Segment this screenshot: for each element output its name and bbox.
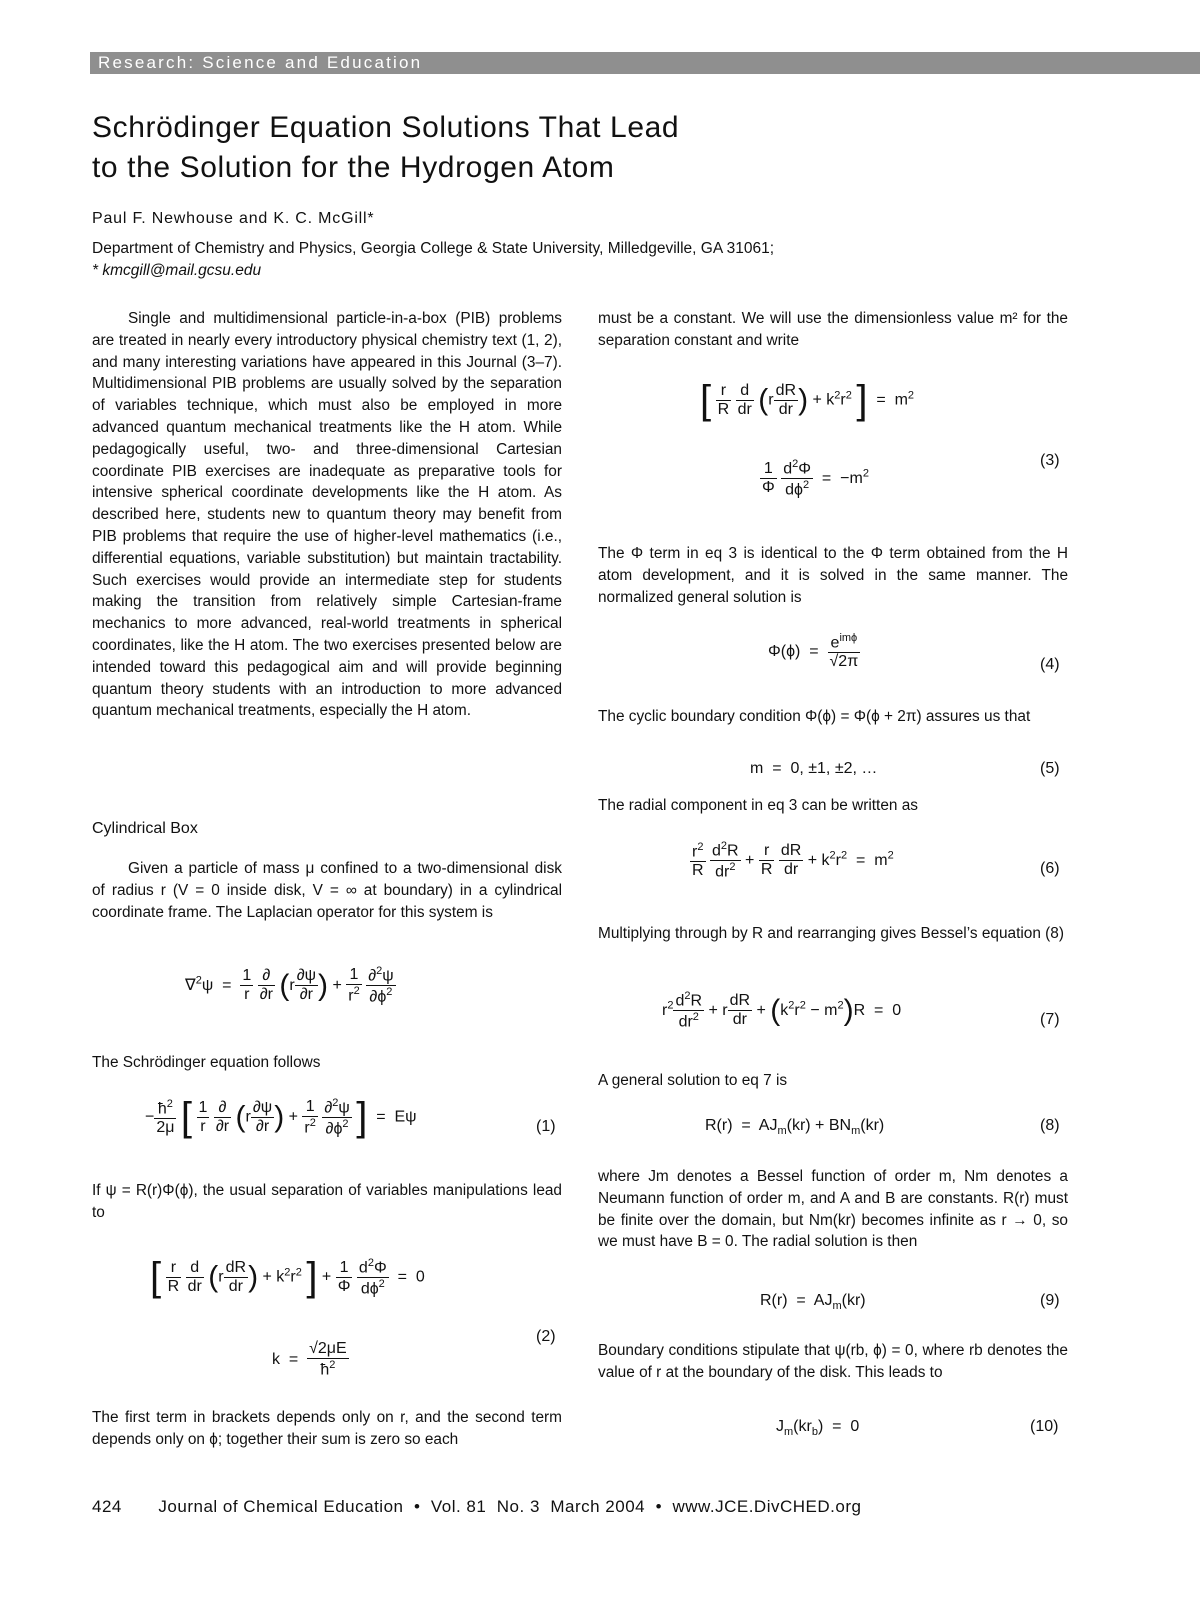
paragraph-cyclic: The cyclic boundary condition Φ(ϕ) = Φ(ϕ + 2π) assures us that	[598, 708, 1031, 725]
section-header-bar	[90, 52, 1200, 74]
author-list: Paul F. Newhouse and K. C. McGill*	[92, 210, 375, 227]
paragraph-boundary: Boundary conditions stipulate that ψ(rb, ϕ) = 0, where rb denotes the value of r at the boundary of the disk. This leads to	[598, 1342, 1068, 1381]
equation-number-9: (9)	[1040, 1292, 1060, 1309]
equation-2b: k = $\frac{√2\mu E}{ħ^2}$	[272, 1340, 347, 1379]
equation-4: Φ(ϕ) = $\frac{e^{im\phi}}{√2\pi}$	[768, 632, 859, 671]
equation-number-7: (7)	[1040, 1011, 1060, 1028]
equation-3b: $\frac{1}{\Phi}$ $\frac{d^2\Phi}{d\phi^2}$ = $-m^2$	[762, 458, 869, 499]
equation-8: $R(r) = AJ_m(kr) + BN_m(kr)$	[705, 1117, 885, 1138]
equation-1: − $\frac{ħ^2}{2\mu}$ [ $\frac{1}{r}$ $\frac{\partial}{\partial r}$ (r $\frac{\partial\psi}{\partial r}$ ) + $\frac{1}{r^2}$ $\frac{\partial^2\psi}{\partial\phi^2}$ ] = Eψ	[145, 1095, 417, 1139]
equation-2a: [ $\frac{r}{R}$ $\frac{d}{dr}$ (r $\frac{dR}{dr}$ ) + $k^2r^2$ ] + $\frac{1}{\Phi}$ $\frac{d^2\Phi}{d\phi^2}$ = 0	[150, 1255, 425, 1299]
laplacian-equation: ∇$^2$ψ = $\frac{1}{r}$ $\frac{\partial}{\partial r}$ (r $\frac{\partial\psi}{\partial r}$ ) + $\frac{1}{r^2}$ $\frac{\partial^2\psi}{\partial\phi^2}$	[185, 965, 394, 1006]
author-email: * kmcgill@mail.gcsu.edu	[92, 262, 262, 279]
right-column-p1: must be a constant. We will use the dimensionless value m² for the separation constant and write	[598, 310, 1068, 349]
equation-6: $\frac{r^2}{R}$ $\frac{d^2R}{dr^2}$ + $\frac{r}{R}$ $\frac{dR}{dr}$ + $k^2r^2 = m^2$	[692, 840, 894, 881]
section-heading-cylindrical-box: Cylindrical Box	[92, 820, 198, 837]
paragraph-where: where Jm denotes a Bessel function of order m, Nm denotes a Neumann function of order m, and A and B are constants. R(r) must be finite over the domain, but Nm(kr) becomes infinite as r → 0, so we must have B = 0. The radial solution is then	[598, 1168, 1068, 1251]
left-column	[92, 308, 562, 722]
equation-number-1: (1)	[536, 1118, 556, 1135]
section-label: Research: Science and Education	[98, 53, 423, 72]
equation-number-4: (4)	[1040, 656, 1060, 673]
title-line-2: to the Solution for the Hydrogen Atom	[92, 151, 615, 184]
equation-9: $R(r) = AJ_m(kr)$	[760, 1292, 866, 1313]
equation-3a: [ $\frac{r}{R}$ $\frac{d}{dr}$ (r $\frac{dR}{dr}$ ) + $k^2r^2$ ] = $m^2$	[700, 378, 915, 422]
equation-number-2: (2)	[536, 1328, 556, 1345]
paragraph-schrodinger: The Schrödinger equation follows	[92, 1054, 321, 1071]
page-footer: 424 Journal of Chemical Education • Vol. 81 No. 3 March 2004 • www.JCE.DivCHED.org	[92, 1497, 862, 1516]
intro-paragraph: Single and multidimensional particle-in-a-box (PIB) problems are treated in nearly every introductory physical chemistry text (1, 2), and many interesting variations have appeared in this Journal (3–7). Multidimensional PIB problems are usually solved by the separation of variables technique, which must also be employed in more advanced quantum mechanical treatments like the H atom. While pedagogically useful, two- and three-dimensional Cartesian coordinate PIB exercises are inadequate as preparative tools for intensive spherical coordinate developments like the H atom. As described here, students new to quantum theory may benefit from PIB problems that require the use of higher-level mathematics (i.e., differential equations, variable substitution) but maintain tractability. Such exercises would provide an intermediate step for students making the transition from relatively simple Cartesian-frame mechanics to more advanced, real-world treatments in spherical coordinates, like the H atom. The two exercises presented below are intended toward this pedagogical aim and will provide beginning quantum theory students with an introduction to more advanced quantum mechanical treatments, especially the H atom.	[92, 310, 562, 720]
paragraph-radial: The radial component in eq 3 can be written as	[598, 797, 918, 814]
paragraph-general-solution: A general solution to eq 7 is	[598, 1072, 788, 1089]
equation-number-3: (3)	[1040, 452, 1060, 469]
article-title	[92, 108, 992, 188]
equation-number-5: (5)	[1040, 760, 1060, 777]
equation-number-10: (10)	[1030, 1418, 1059, 1435]
paragraph-bessel: Multiplying through by R and rearranging gives Bessel’s equation (8)	[598, 925, 1064, 942]
paragraph-phi-term: The Φ term in eq 3 is identical to the Φ term obtained from the H atom development, and it is solved in the same manner. The normalized general solution is	[598, 545, 1068, 606]
affiliation-line: Department of Chemistry and Physics, Georgia College & State University, Milledgeville, GA 31061;	[92, 240, 775, 257]
equation-10: $J_m(kr_b) = 0$	[776, 1418, 860, 1439]
paragraph-brackets: The first term in brackets depends only on r, and the second term depends only on ϕ; together their sum is zero so each	[92, 1409, 562, 1448]
title-line-1: Schrödinger Equation Solutions That Lead	[92, 111, 680, 144]
equation-number-8: (8)	[1040, 1117, 1060, 1134]
paragraph-particle: Given a particle of mass μ confined to a two-dimensional disk of radius r (V = 0 inside disk, V = ∞ at boundary) in a cylindrical coordinate frame. The Laplacian operator for this system is	[92, 860, 562, 921]
equation-5: m = 0, ±1, ±2, …	[750, 760, 878, 777]
equation-number-6: (6)	[1040, 860, 1060, 877]
equation-7: $r^2$ $\frac{d^2R}{dr^2}$ + r $\frac{dR}{dr}$ + $(k^2r^2 - m^2)R = 0$	[662, 990, 902, 1031]
paragraph-separation: If ψ = R(r)Φ(ϕ), the usual separation of variables manipulations lead to	[92, 1182, 562, 1221]
affiliation	[92, 238, 774, 282]
